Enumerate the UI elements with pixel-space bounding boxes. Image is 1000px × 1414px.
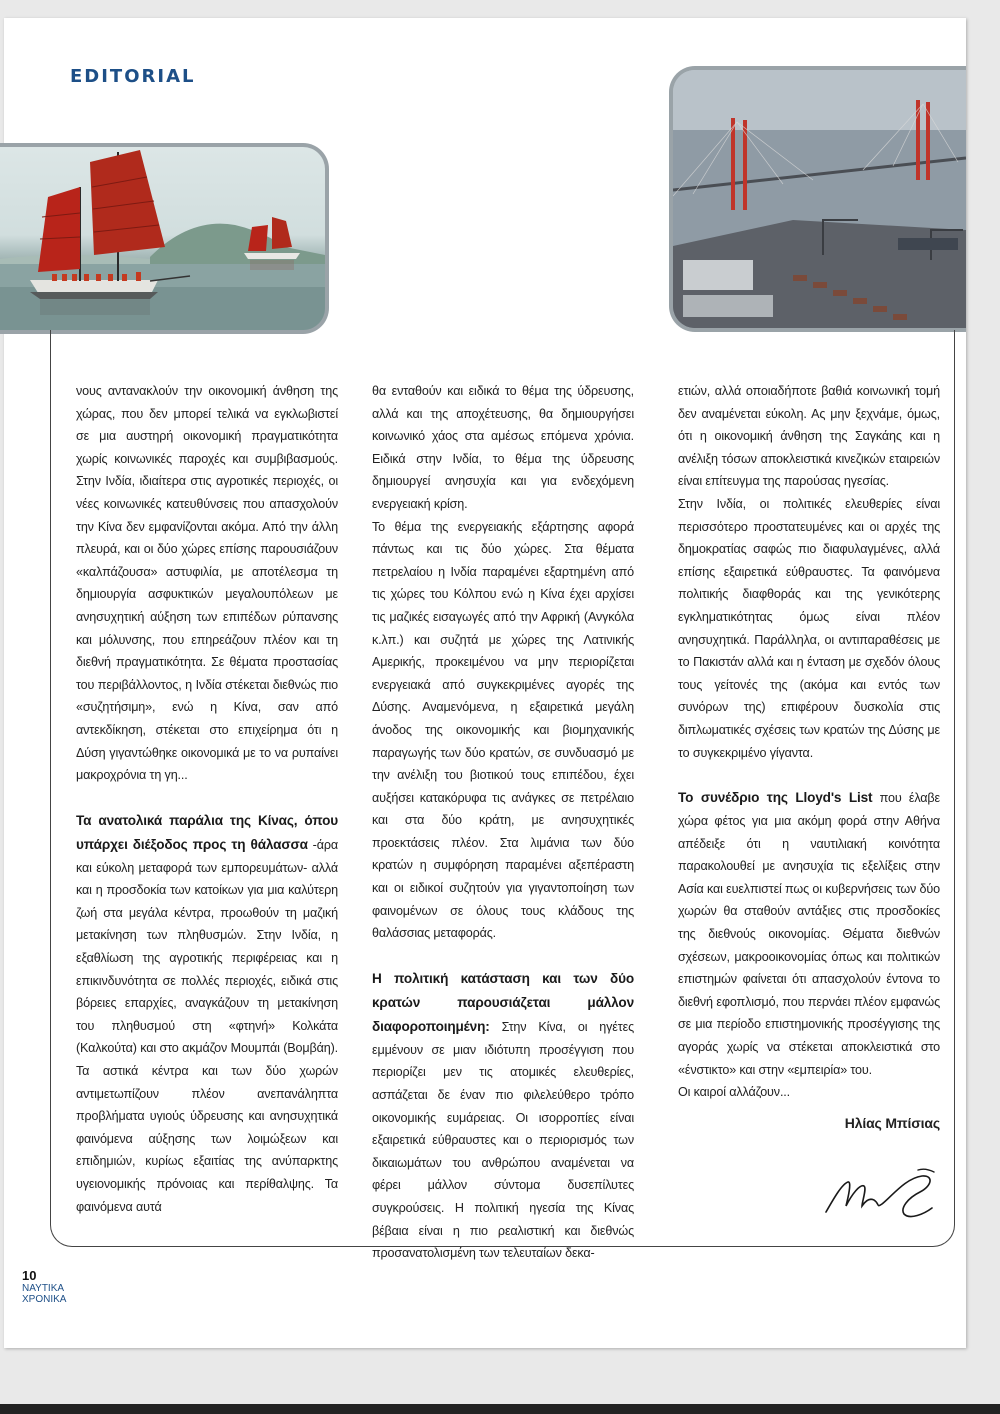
text-column-1: [76, 380, 338, 1218]
section-label: EDITORIAL: [70, 66, 196, 87]
lead-in-heading: Το συνέδριο της Lloyd's List: [678, 790, 873, 806]
author-name: Ηλίας Μπίσιας: [844, 1114, 940, 1131]
page-number: 10: [22, 1268, 37, 1283]
paragraph: Οι καιροί αλλάζουν...: [678, 1085, 790, 1100]
magazine-name-line-2: ΧΡΟΝΙΚΑ: [22, 1294, 67, 1305]
paragraph: Τα ανατολικά παράλια της Κίνας, όπου υπάρχει διέξοδος προς τη θάλασσα -άρα και εύκολη μεταφορά των εμπορευμάτων- αλλά και η προσδοκία των κατοίκων για μια καλύτερη ζωή στα μεγάλα κέντρα, προωθούν τη μαζική μετακίνηση των πληθυσμών. Στην Ινδία, η εξαθλίωση της αγροτικής περιφέρειας και η επικινδυνότητα σε πολλές περιοχές, ειδικά στις βόρειες επαρχίες, αναγκάζουν τη μετακίνηση του πληθυσμού στη «φτηνή» Κολκάτα (Καλκούτα) και στο ακμάζον Μουμπάι (Βομβάη). Τα αστικά κέντρα και των δύο χωρών αντιμετωπίζουν πλέον ανεπανάληπτα προβλήματα υγιούς ύδρευσης και ανησυχητικά φαινόμενα αύξησης των λοιμώξεων και επιδημιών, κυρίως εξαιτίας της ανύπαρκτης υγειονομικής πρόνοιας και περίθαλψης. Τα φαινόμενα αυτά: [76, 812, 338, 1214]
page-folio: [22, 1268, 66, 1305]
paragraph: Στην Ινδία, οι πολιτικές ελευθερίες είναι περισσότερο προστατευμένες και οι αρχές της δημοκρατίας σαφώς πιο διαφυλαγμένες, αλλά επίσης εξαιρετικά εύθραυστες. Τα φαινόμενα πολιτικής διαφθοράς και της γενικότερης εγκληματικότητας όμως είναι πλέον ανησυχητικά. Παράλληλα, οι αντιπαραθέσεις με το Πακιστάν αλλά και η ένταση με σχεδόν όλους τους γείτονές της (ακόμα και εντός των συνόρων της) επιφέρουν δυσκολία στις διπλωματικές σχέσεις των κρατών της Δύσης με το συγκεκριμένο γίγαντα.: [678, 496, 940, 760]
handwritten-signature: [822, 1168, 942, 1222]
magazine-name-line-1: ΝΑΥΤΙΚΑ: [22, 1283, 65, 1294]
bridge-port-photo: [669, 66, 966, 332]
cable-stayed-bridge-port-photo: [673, 70, 966, 328]
paragraph: Το θέμα της ενεργειακής εξάρτησης αφορά πάντως και τις δύο χώρες. Στα θέματα πετρελαίου η Ινδία παραμένει εξαρτημένη από τις χώρες του Κόλπου ενώ η Κίνα έχει αρχίσει τις μαζικές εισαγωγές από την Αφρική (Ανγκόλα κ.λπ.) και συζητά με χώρες της Λατινικής Αμερικής, προκειμένου να μην περιορίζεται ενεργειακά από συγκεκριμένες αγορές της Δύσης. Αναμενόμενα, η εξαιρετικά μεγάλη άνοδος της οικονομικής και βιομηχανικής παραγωγής των δύο κρατών, σε συνδυασμό με την ανέλιξη του βιοτικού τους επιπέδου, έχει αυξήσει κατακόρυφα τις ανάγκες σε πετρέλαιο και στα δύο κράτη, με ανησυχητικές προεκτάσεις πλέον. Στα λιμάνια των δύο κρατών η συμφόρηση παραμένει αξεπέραστη και οι ειδικοί συζητούν για γιγαντοποίηση των φαινομένων σε όλους τους κλάδους της θαλάσσιας μεταφοράς.: [372, 519, 634, 941]
junk-boats-photo: [0, 143, 329, 334]
text-column-2: [372, 380, 634, 1265]
paragraph: νους αντανακλούν την οικονομική άνθηση της χώρας, που δεν μπορεί τελικά να εγκλωβιστεί σε μια αυστηρή οικονομική πραγματικότητα χωρίς κοινωνικές παροχές και συμβιβασμούς. Στην Ινδία, ιδιαίτερα στις αγροτικές περιοχές, οι νέες κοινωνικές κατευθύνσεις που απασχολούν την Κίνα δεν εμφανίζονται ακόμα. Από την άλλη πλευρά, και οι δύο χώρες επίσης παρουσιάζουν «καλπάζουσα» αστυφιλία, με αποτέλεσμα τη δημιουργία ασφυκτικών μεγαλουπόλεων με ανησυχητική αύξηση των επιπέδων ρύπανσης και μόλυνσης, που επηρεάζουν πλέον και τη διεθνή πραγματικότητα. Σε θέματα προστασίας του περιβάλλοντος, η Ινδία στέκεται διεθνώς πιο «συζητήσιμη», ενώ η Κίνα, σαν από αντεκδίκηση, στέκεται στο επιχείρημα ότι η Δύση γιγαντώθηκε οικονομικά με το να ρυπαίνει μακροχρόνια τη γη...: [76, 384, 338, 783]
lead-in-heading: Η πολιτική κατάσταση και των δύο κρατών παρουσιάζεται μάλλον διαφοροποιημένη:: [372, 970, 634, 1034]
paragraph: θα ενταθούν και ειδικά το θέμα της ύδρευσης, αλλά και της αποχέτευσης, θα δημιουργήσει κοινωνικό χάος στα αμέσως επόμενα χρόνια. Ειδικά στην Ινδία, το θέμα της ύδρευσης δημιουργεί ανησυχία και για ενδεχόμενη ενεργειακή κρίση.: [372, 384, 634, 511]
scan-edge: [0, 1404, 1000, 1414]
lead-in-heading: Τα ανατολικά παράλια της Κίνας, όπου υπάρχει διέξοδος προς τη θάλασσα: [76, 812, 338, 852]
paragraph: ετιών, αλλά οποιαδήποτε βαθιά κοινωνική τομή δεν αναμένεται εύκολη. Ας μην ξεχνάμε, όμως, ότι η οικονομική άνθηση της Σαγκάης και η ανέλιξη τόσων αποκλειστικά κινεζικών εταιρειών είναι επίτευγμα της παρούσας ηγεσίας.: [678, 384, 940, 489]
paragraph: Η πολιτική κατάσταση και των δύο κρατών παρουσιάζεται μάλλον διαφοροποιημένη: Στην Κίνα, οι ηγέτες εμμένουν σε μιαν ιδιότυπη προσέγγιση που περιορίζει μεν τις ατομικές ελευθερίες, ασπάζεται δε έναν πιο φιλελεύθερο τρόπο οικονομικής ευμάρειας. Οι ισορροπίες είναι εξαιρετικά εύθραυστες και ο περιορισμός των δικαιωμάτων του ανθρώπου αναμένεται να φέρει μάλλον σύντομα δυσεπίλυτες συγκρούσεις. Η πολιτική ηγεσία της Κίνας βέβαια είναι η πιο ρεαλιστική και διεθνώς προσανατολισμένη των τελευταίων δεκα-: [372, 970, 634, 1261]
paragraph: Το συνέδριο της Lloyd's List που έλαβε χώρα φέτος για μια ακόμη φορά στην Αθήνα απέδειξε ότι η ναυτιλιακή κοινότητα παρακολουθεί με ανησυχία τις εξελίξεις στην Ασία και ευελπιστεί πως οι κυβερνήσεις των δύο χωρών θα σταθούν αντάξιες στις προσδοκίες της διεθνούς οικονομίας. Θέματα διεθνών σχέσεων, μακροοικονομίας όπως και πολιτικών επιστημών φαίνεται ότι απασχολούν έντονα το διεθνή εφοπλισμό, που περνάει πλέον εμφανώς σε μια περίοδο επιστημονικής προσέγγισης της αγοράς χωρίς να στέκεται αποκλειστικά στο «ένστικτο» και στην «εμπειρία» του.: [678, 790, 940, 1077]
text-column-3: [678, 380, 940, 1134]
red-sail-junk-boats-photo: [0, 147, 325, 330]
